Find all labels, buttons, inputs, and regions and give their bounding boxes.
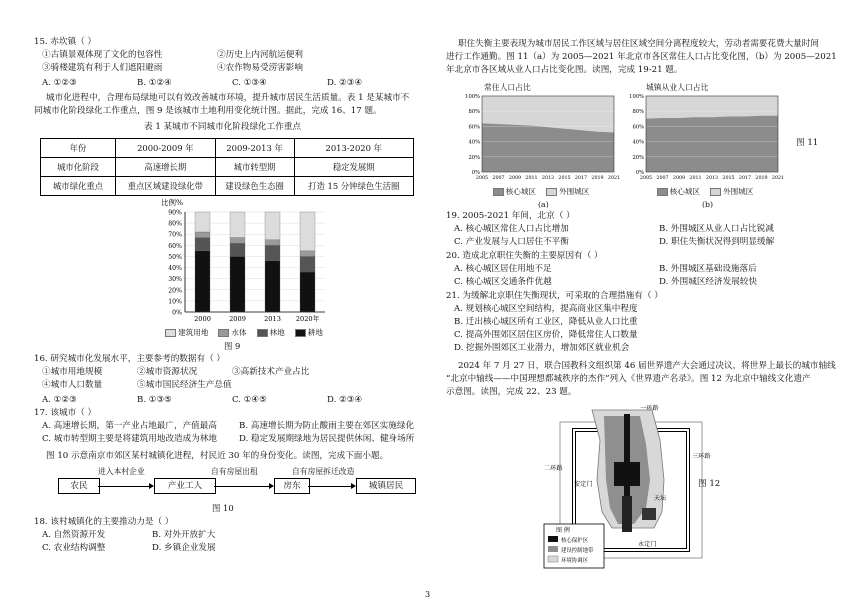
q21-option-b: B. 迁出核心城区所有工业区，降低从业人口比重 [454,317,638,327]
q15-option: ①古镇景观体现了文化的包容性 [42,50,163,60]
q21-option-d: D. 挖掘外围郊区工业潜力，增加郊区就业机会 [454,343,630,353]
q20-option: A. 核心城区居住用地不足 [454,264,552,274]
q19-option: A. 核心城区常住人口占比增加 [454,224,569,234]
y-tick-label: 80% [468,109,480,116]
bar-segment [195,232,210,238]
legend-swatch [548,546,558,552]
green-work-table [40,138,414,196]
q15-option: ④农作物易受涝害影响 [217,62,303,73]
q19-options [454,223,844,249]
intro-22-line1: 2024 年 7 月 27 日，联合国教科文组织第 46 届世界遗产大会通过决议，将世界上最长的城市轴线 [458,361,836,371]
flow-arrow-label: 进入本村企业 [98,467,145,476]
resident-share-chart [460,92,620,184]
chart-b-caption: (b) [702,200,714,209]
chart-ylabel: 比例% [161,198,184,207]
bar-segment [195,212,210,232]
fig11-caption: 图 11 [796,138,819,148]
flow-arrow [308,486,351,487]
x-tick-label: 2021 [771,176,784,181]
x-tick-label: 2000 [194,315,211,323]
map-legend-label: 核心保护区 [561,538,588,544]
q20-option: B. 外围城区基础设施落后 [659,264,757,274]
y-tick-label: 80% [632,109,644,116]
chart-b-legend [640,186,770,197]
q20-option: D. 外围城区经济发展较快 [659,276,757,287]
legend-label: 核心城区 [505,187,536,196]
legend-swatch [548,536,558,542]
choice-d: D. ②③④ [327,78,363,88]
y-tick-label: 40% [468,139,480,146]
legend-item [165,327,208,338]
chart-a-legend [476,186,606,197]
legend-label: 林地 [269,328,285,337]
area-core [646,116,778,172]
legend-swatch [218,329,229,337]
flow-arrow-head [269,483,274,489]
flow-node-resident: 城镇居民 [356,478,416,494]
table-header-cell: 年份 [41,139,116,158]
chart-legend [134,327,354,338]
y-tick-label: 0% [635,170,644,176]
intro-18: 图 10 示意南京市郊区某村城镇化进程，村民近 30 年的身份变化。读图，完成下面小题。 [46,451,389,461]
intro-19-line1: 职住失衡主要表现为城市居民工作区域与居住区域空间分离程度较大，劳动者需要花费大量时间 [458,39,819,49]
q19-option: B. 外围城区从业人口占比锐减 [659,224,774,234]
legend-item [218,327,246,338]
x-tick-label: 2009 [229,315,246,323]
bar-segment [195,238,210,251]
village-flow-diagram [34,466,424,506]
legend-item [295,327,323,338]
q17-stem: 17. 该城市（ ） [34,408,97,418]
legend-item [546,186,589,197]
map-label: 安定门 [574,481,593,488]
legend-swatch [295,329,306,337]
q20-options [454,263,844,289]
flow-arrow-label: 自有房屋拆迁改造 [292,467,355,476]
legend-label: 外围城区 [559,187,590,196]
legend-label: 水体 [231,328,247,337]
flow-node-landlord: 房东 [274,478,310,494]
y-tick-label: 30% [168,276,182,284]
flow-arrow [214,486,269,487]
flow-arrow-head [149,483,154,489]
q15-stem: 15. 赤坎镇（ ） [34,37,97,47]
table-row [41,158,414,177]
intro-22-line3: 示意图。读图，完成 22、23 题。 [446,387,577,397]
q20-option: C. 核心城区交通条件优越 [454,276,552,287]
y-tick-label: 60% [168,242,182,250]
q18-options [42,529,342,555]
q16-option: ①城市用地规模 [42,367,103,377]
x-tick-label: 2013 [264,315,281,323]
q21-option-c: C. 提高外围郊区居住区房价，降低常住人口数量 [454,330,638,340]
x-tick-label: 2013 [541,176,555,181]
x-tick-label: 2009 [508,176,522,181]
table-caption: 表 1 某城市不同城市化阶段绿化工作重点 [144,122,302,132]
map-label: 天坛 [654,495,667,502]
table-row [41,177,414,196]
table-cell: 稳定发展期 [294,158,413,177]
legend-item [710,186,753,197]
land-use-chart [159,196,334,326]
x-tick-label: 2005 [475,176,489,181]
flow-node-farmer: 农民 [58,478,100,494]
legend-swatch [710,188,721,196]
bar-segment [300,256,315,272]
q16-option: ④城市人口数量 [42,379,103,390]
q18-option: A. 自然资源开发 [42,530,106,540]
page-number: 3 [425,590,431,599]
bar-segment [265,240,280,246]
y-tick-label: 20% [632,154,644,161]
fig12-caption: 图 12 [698,479,721,489]
bar-segment [300,251,315,257]
q16-option: ⑤城市国民经济生产总值 [137,379,232,390]
fig9-caption: 图 9 [224,341,241,351]
core-temple [642,508,656,520]
core-palace [614,462,640,486]
q18-option: C. 农业结构调整 [42,542,106,553]
map-legend-label: 环境协调区 [561,558,588,564]
bar-segment [230,256,245,312]
bar-segment [230,212,245,238]
x-tick-label: 2009 [672,176,686,181]
y-tick-label: 100% [465,94,480,100]
legend-swatch [546,188,557,196]
y-tick-label: 0% [172,309,182,317]
q18-option: D. 乡镇企业发展 [152,542,216,553]
q18-option: B. 对外开放扩大 [152,530,216,540]
choice-a: A. ①②③ [42,78,77,88]
x-tick-label: 2015 [558,176,571,181]
intro-16-line1: 城市化进程中，合理布局绿地可以有效改善城市环境，提升城市居民生活质量。表 1 是某城市不 [46,93,410,103]
table-header-row [41,139,414,158]
y-tick-label: 20% [468,154,480,161]
core-south-axis [622,496,632,532]
table-cell: 城市化阶段 [41,158,116,177]
intro-19-line2: 进行工作通勤。图 11（a）为 2005—2021 年北京市各区常住人口占比变化图，（b）为 2005—2021 [446,52,837,62]
table-cell: 打造 15 分钟绿色生活圈 [294,177,413,196]
map-legend-label: 建设控制地带 [561,548,594,554]
q19-stem: 19. 2005-2021 年间，北京（ ） [446,211,575,221]
legend-label: 核心城区 [669,187,700,196]
x-tick-label: 2017 [574,176,588,181]
choice-c: C. ①④⑤ [232,395,267,405]
x-tick-label: 2017 [738,176,752,181]
chart-b-title: 城镇从业人口占比 [646,83,709,92]
axis-heritage-map [542,400,722,570]
bar-segment [265,245,280,261]
q15-option: ③骑楼建筑有利于人们遮阳避雨 [42,62,163,73]
fig10-caption: 图 10 [212,503,234,513]
y-tick-label: 0% [471,170,480,176]
q15-options [42,49,422,75]
y-tick-label: 60% [468,124,480,131]
y-tick-label: 100% [629,94,644,100]
chart-a-caption: (a) [538,200,549,209]
choice-b: B. ①③⑤ [137,395,172,405]
q19-option: C. 产业发展与人口居住不平衡 [454,236,569,247]
q21-option-a: A. 规划核心城区空间结构，提高商业区集中程度 [454,304,638,314]
q20-stem: 20. 造成北京职住失衡的主要原因有（ ） [446,251,603,261]
bar-segment [230,238,245,244]
chart-a-title: 常住人口占比 [484,83,531,92]
legend-swatch [657,188,668,196]
bar-segment [265,261,280,312]
q16-choices [42,394,422,407]
y-tick-label: 80% [168,220,182,228]
y-tick-label: 20% [168,287,182,295]
x-tick-label: 2020年 [295,315,320,323]
x-tick-label: 2005 [639,176,653,181]
q16-option: ②城市资源状况 [137,367,198,377]
x-tick-label: 2019 [591,176,604,181]
q17-option-a: A. 高速增长期，第一产业占地最广，产值最高 [42,421,217,431]
q16-stem: 16. 研究城市化发展水平，主要参考的数据有（ ） [34,354,226,364]
employment-share-chart [624,92,784,184]
q17-option-c: C. 城市转型期主要是将建筑用地改造成为林地 [42,434,218,444]
choice-b: B. ①②④ [137,78,172,88]
choice-d: D. ②③④ [327,395,363,405]
map-label: 永定门 [638,541,657,548]
legend-item [657,186,700,197]
table-cell: 城市转型期 [215,158,294,177]
intro-16-line2: 同城市化阶段绿化工作重点，图 9 是该城市土地利用变化统计图。据此，完成 16、17 题。 [34,106,382,116]
q15-choices [42,77,422,90]
y-tick-label: 60% [632,124,644,131]
table-cell: 重点区域建设绿化带 [116,177,216,196]
x-tick-label: 2013 [705,176,719,181]
legend-label: 耕地 [307,328,323,337]
x-tick-label: 2015 [722,176,735,181]
table-cell: 建设绿色生态圈 [215,177,294,196]
x-tick-label: 2021 [607,176,620,181]
table-header-cell: 2013-2020 年 [294,139,413,158]
choice-a: A. ①②③ [42,395,77,405]
table-header-cell: 2009-2013 年 [215,139,294,158]
table-cell: 城市绿化重点 [41,177,116,196]
q16-options [42,366,422,392]
legend-item [493,186,536,197]
x-tick-label: 2007 [656,176,669,181]
y-tick-label: 10% [168,298,182,306]
bar-segment [230,243,245,256]
legend-swatch [548,556,558,562]
table-cell: 高速增长期 [116,158,216,177]
table-header-cell: 2000-2009 年 [116,139,216,158]
y-tick-label: 50% [168,253,182,261]
map-label: 二环路 [544,465,563,472]
flow-arrow-label: 自有房屋出租 [211,467,258,476]
map-label: 一环路 [640,405,659,412]
intro-22-line2: “北京中轴线——中国理想都城秩序的杰作”列入《世界遗产名录》。图 12 为北京中轴线文化遗产 [446,374,811,384]
legend-swatch [493,188,504,196]
q18-stem: 18. 该村城镇化的主要推动力是（ ） [34,517,174,527]
y-tick-label: 70% [168,231,182,239]
x-tick-label: 2011 [689,176,702,181]
flow-arrow-head [351,483,356,489]
y-tick-label: 40% [168,265,182,273]
legend-item [257,327,285,338]
bar-segment [265,212,280,240]
x-tick-label: 2011 [525,176,538,181]
q15-option: ②历史上内河航运便利 [217,50,303,60]
flow-node-worker: 产业工人 [154,478,216,494]
bar-segment [300,212,315,251]
bar-segment [195,251,210,312]
q17-option-b: B. 高速增长期为防止酸雨主要在郊区实施绿化 [239,421,415,431]
x-tick-label: 2019 [755,176,768,181]
map-label: 三环路 [692,453,711,460]
intro-19-line3: 年北京市各区域从业人口占比变化图。读图，完成 19-21 题。 [446,65,683,75]
y-tick-label: 90% [168,209,182,217]
y-tick-label: 40% [632,139,644,146]
flow-arrow [98,486,149,487]
bar-segment [300,272,315,312]
legend-label: 建筑用地 [178,328,209,337]
q17-option-d: D. 稳定发展期绿地为居民提供休闲、健身场所 [239,434,415,444]
x-tick-label: 2007 [492,176,505,181]
q21-stem: 21. 为缓解北京职住失衡现状，可采取的合理措施有（ ） [446,291,663,301]
legend-swatch [257,329,268,337]
legend-swatch [165,329,176,337]
map-legend-title: 图 例 [556,527,570,534]
legend-label: 外围城区 [723,187,754,196]
choice-c: C. ①③④ [232,78,267,88]
q19-option: D. 职住失衡状况得到明显缓解 [659,236,775,247]
q16-option: ③高新技术产业占比 [232,367,310,377]
